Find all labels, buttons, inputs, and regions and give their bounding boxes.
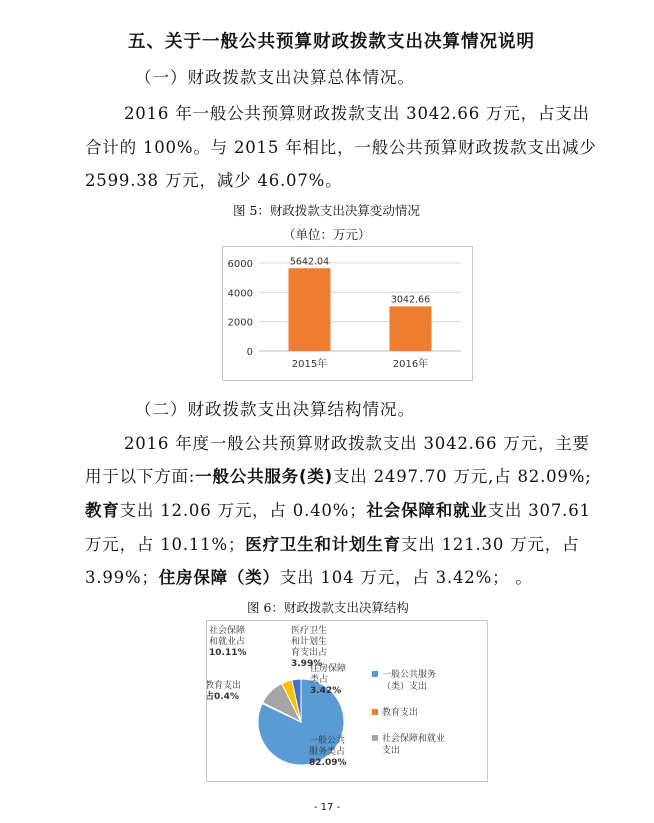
bold-category: 住房保障（类） bbox=[158, 568, 280, 587]
slice-label-line: 82.09% bbox=[309, 758, 347, 768]
paragraph-line: 合计的 100%。与 2015 年相比，一般公共预算财政拨款支出减少 bbox=[85, 138, 597, 157]
slice-label bbox=[291, 624, 327, 669]
slice-label-line: 类占 bbox=[310, 675, 329, 685]
x-tick-label: 2015年 bbox=[291, 359, 328, 370]
text-run: 支出 12.06 万元，占 0.40%； bbox=[119, 501, 367, 520]
figure-5-caption: 图 5：财政拨款支出决算变动情况 bbox=[233, 203, 420, 218]
slice-label-line: 社会保障 bbox=[209, 626, 246, 636]
data-label: 5642.04 bbox=[289, 256, 330, 268]
legend-label bbox=[382, 668, 436, 692]
slice-label-line: 占0.4% bbox=[207, 692, 239, 702]
slice-label-line: 和就业占 bbox=[209, 637, 246, 647]
figure-5-unit: （单位：万元） bbox=[283, 227, 371, 242]
y-tick-label: 4000 bbox=[227, 288, 253, 300]
y-tick-label: 6000 bbox=[227, 259, 253, 270]
bold-category: 教育 bbox=[85, 501, 120, 520]
pie-chart bbox=[207, 621, 487, 781]
x-tick-label: 2016年 bbox=[392, 359, 429, 370]
text-run: 万元，占 10.11%； bbox=[85, 535, 246, 554]
slice-label-line: 3.99% bbox=[291, 659, 323, 669]
slice-label bbox=[310, 662, 346, 696]
legend-label-line: 支出 bbox=[382, 746, 401, 756]
paragraph-line bbox=[85, 531, 579, 555]
bar bbox=[390, 306, 432, 351]
data-label: 3042.66 bbox=[390, 294, 431, 306]
legend-label bbox=[382, 706, 418, 718]
y-tick-label: 2000 bbox=[227, 317, 253, 329]
paragraph-line bbox=[85, 497, 591, 521]
text-run: 支出 2497.70 万元,占 82.09%; bbox=[332, 467, 592, 486]
legend-swatch bbox=[372, 709, 378, 715]
slice-label-line: 一般公共 bbox=[309, 736, 346, 746]
paragraph-line: 2599.38 万元，减少 46.07%。 bbox=[85, 171, 343, 190]
text-run: 用于以下方面: bbox=[85, 467, 196, 486]
pie-chart-frame bbox=[206, 620, 488, 782]
legend-label-line: 社会保障和就业 bbox=[382, 734, 446, 744]
bar-chart bbox=[223, 247, 472, 380]
slice-label-line: 服务类占 bbox=[309, 747, 346, 757]
slice-label bbox=[209, 624, 247, 658]
paragraph-line: 2016 年度一般公共预算财政拨款支出 3042.66 万元，主要 bbox=[124, 434, 590, 453]
subsection-title-1: （一）财政拨款支出决算总体情况。 bbox=[135, 68, 415, 87]
legend-label-line: （类）支出 bbox=[382, 682, 428, 692]
figure-6-caption: 图 6：财政拨款支出决算结构 bbox=[247, 600, 409, 615]
bold-category: 医疗卫生和计划生育 bbox=[245, 535, 401, 554]
slice-label-line: 3.42% bbox=[310, 686, 342, 696]
legend-label bbox=[382, 732, 445, 756]
slice-label-line: 教育支出 bbox=[207, 681, 242, 691]
slice-label-line: 住房保障 bbox=[310, 664, 347, 674]
slice-label-line: 和计划生 bbox=[291, 637, 328, 647]
slice-label-line: 育支出占 bbox=[291, 648, 328, 658]
bar bbox=[289, 268, 331, 351]
slice-label bbox=[309, 734, 347, 768]
paragraph-line: 2016 年一般公共预算财政拨款支出 3042.66 万元，占支出 bbox=[124, 104, 590, 123]
page-number: - 17 - bbox=[313, 802, 341, 813]
legend-swatch bbox=[372, 671, 378, 677]
text-run: 3.99%； bbox=[85, 568, 159, 587]
bar-chart-frame bbox=[222, 246, 473, 381]
bold-category: 一般公共服务(类) bbox=[195, 467, 333, 486]
text-run: 支出 104 万元，占 3.42%； 。 bbox=[279, 568, 533, 587]
legend-swatch bbox=[372, 735, 378, 741]
subsection-title-2: （二）财政拨款支出决算结构情况。 bbox=[135, 400, 415, 419]
paragraph-line bbox=[85, 463, 592, 487]
slice-label-line: 10.11% bbox=[209, 648, 247, 658]
bold-category: 社会保障和就业 bbox=[366, 501, 488, 520]
text-run: 支出 307.61 bbox=[487, 501, 591, 520]
paragraph-line bbox=[85, 564, 533, 588]
legend-label-line: 教育支出 bbox=[382, 708, 419, 718]
slice-label-line: 医疗卫生 bbox=[291, 626, 328, 636]
section-title: 五、关于一般公共预算财政拨款支出决算情况说明 bbox=[128, 32, 535, 52]
text-run: 支出 121.30 万元，占 bbox=[400, 535, 580, 554]
legend-label-line: 一般公共服务 bbox=[382, 670, 437, 680]
y-tick-label: 0 bbox=[246, 347, 253, 358]
slice-label bbox=[207, 679, 241, 702]
